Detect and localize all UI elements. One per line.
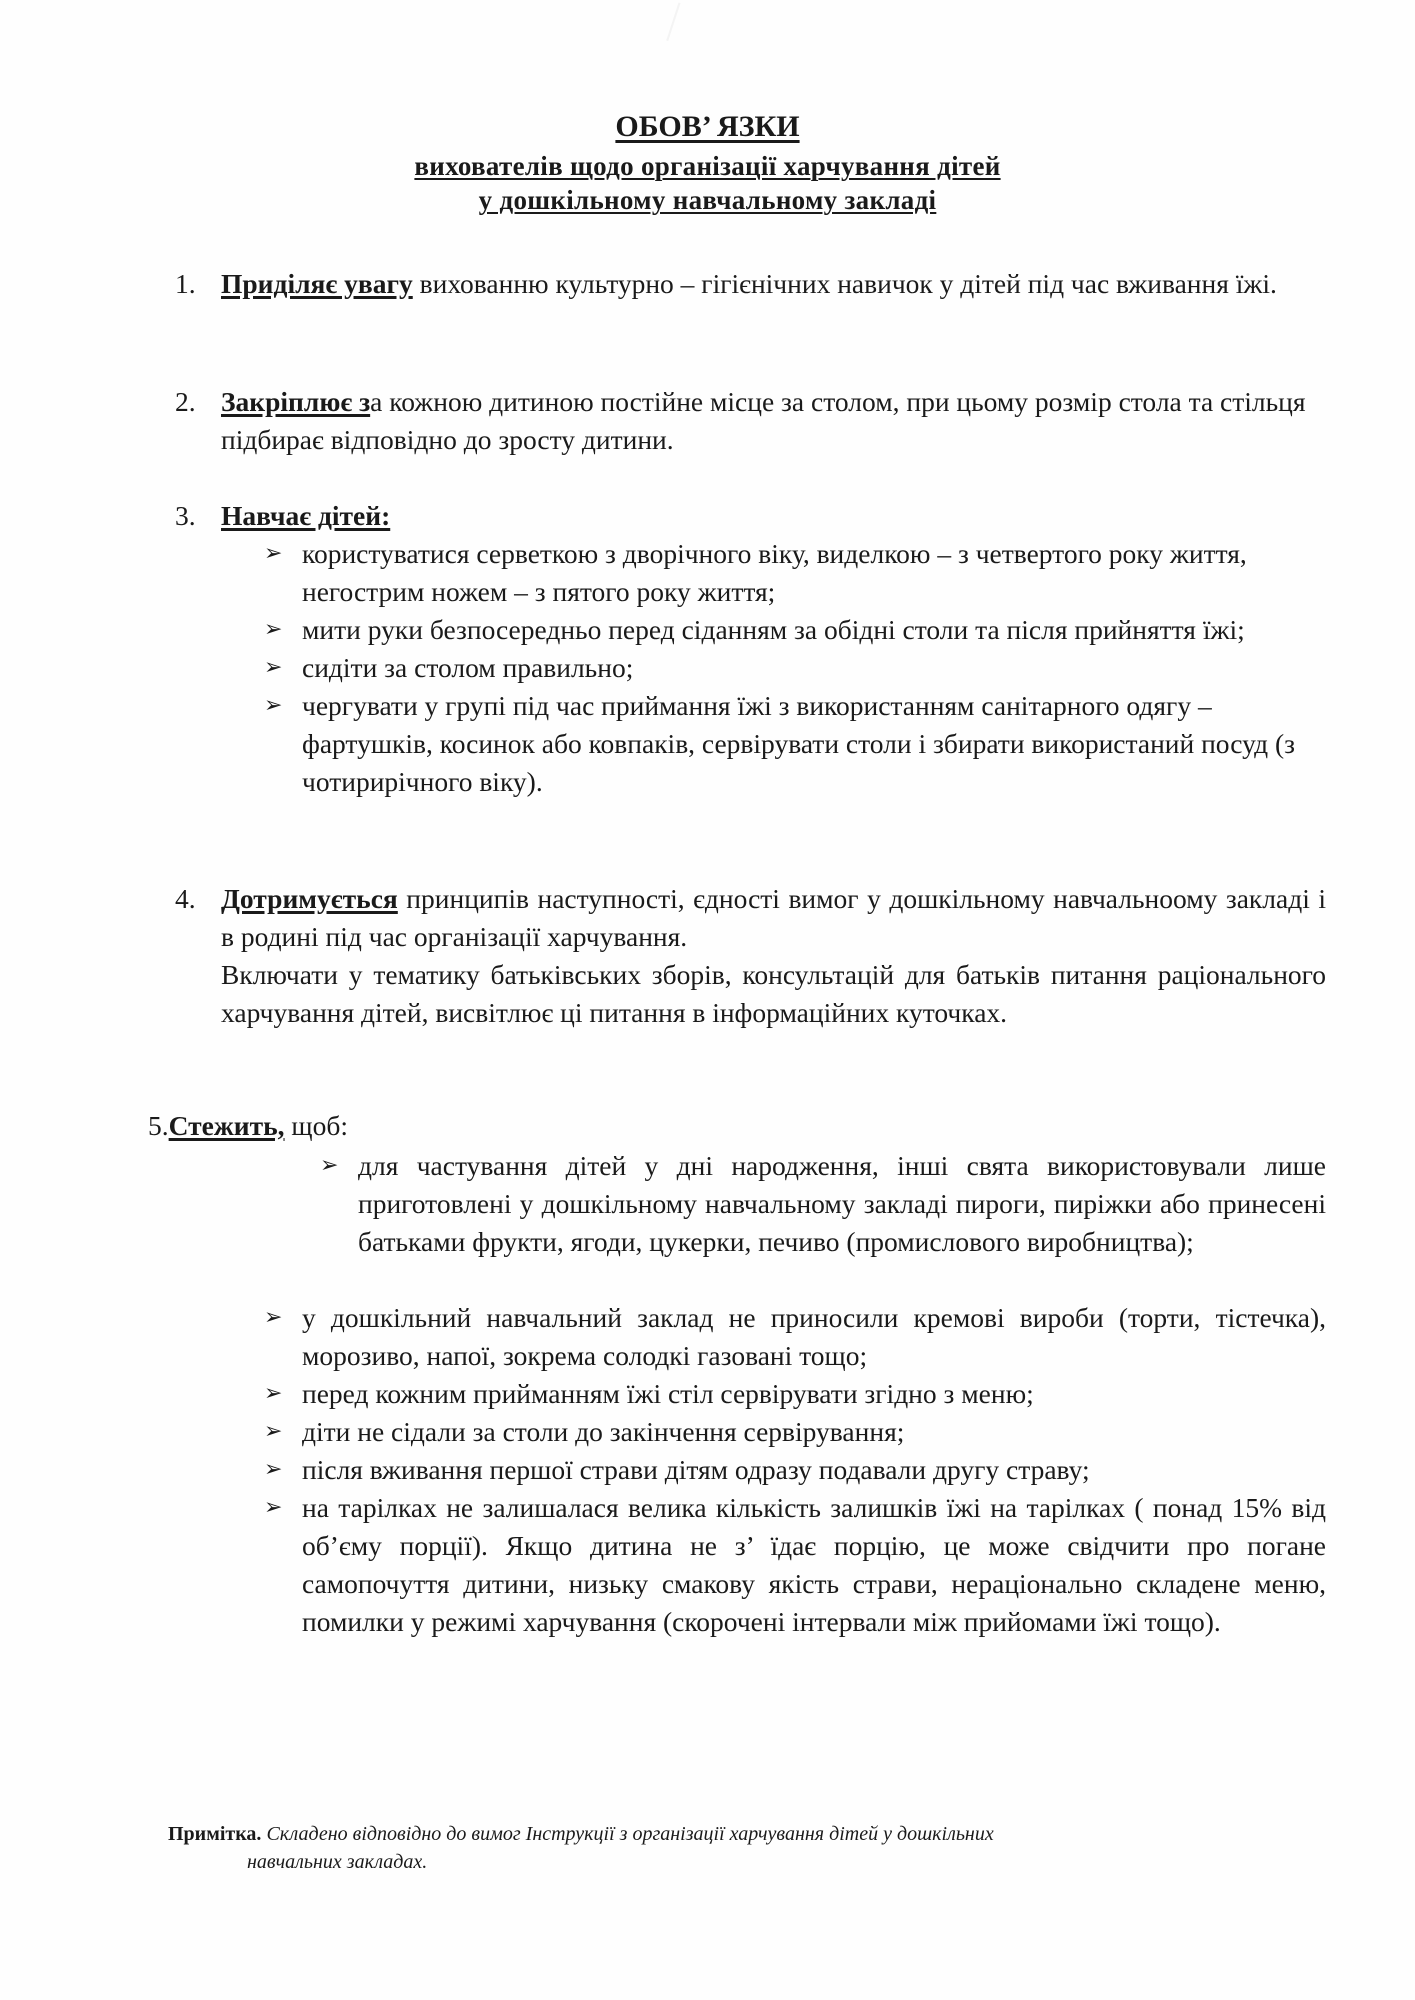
item-text (221, 880, 1326, 956)
item-text (221, 383, 1321, 459)
item-bullet-list (264, 535, 1312, 801)
bullet-text: для частування дітей у дні народження, інші свята використовували лише приготовлені у дошкільному навчальному закладі пироги, пиріжки або принесені батьками фрукти, ягоди, цукерки, печиво (промислового виробництва); (358, 1150, 1326, 1257)
bullet-item (264, 1299, 1326, 1375)
bullet-text: чергувати у групі під час приймання їжі з використанням санітарного одягу – фартушків, косинок або ковпаків, сервірувати столи і збирати використаний посуд (з чотирирічного віку). (302, 690, 1295, 797)
arrow-bullet-icon: ➢ (264, 1381, 283, 1406)
item-text-continuation: Включати у тематику батьківських зборів, консультацій для батьків питання раціонального харчування дітей, висвітлює ці питання в інформаційних куточках. (221, 959, 1326, 1028)
item-text (221, 497, 1321, 535)
arrow-bullet-icon: ➢ (320, 1153, 339, 1178)
arrow-bullet-icon: ➢ (264, 1457, 283, 1482)
item-number: 4. (175, 883, 196, 914)
item-number: 1. (175, 268, 196, 299)
item-number: 5. (148, 1110, 169, 1141)
item-keyword: Закріплює з (221, 386, 371, 417)
bullet-item (264, 649, 1312, 687)
bullet-item (264, 611, 1312, 649)
item-number: 3. (175, 500, 196, 531)
bullet-item (320, 1147, 1326, 1261)
bullet-text: користуватися серветкою з дворічного віку, виделкою – з четвертого року життя, негострим ножем – з пятого року життя; (302, 538, 1247, 607)
arrow-bullet-icon: ➢ (264, 693, 283, 718)
arrow-bullet-icon: ➢ (264, 1495, 283, 1520)
item-body: а кожною дитиною постійне місце за столом, при цьому розмір стола та стільця підбирає відповідно до зросту дитини. (221, 386, 1306, 455)
arrow-bullet-icon: ➢ (264, 1419, 283, 1444)
item-bullet-list-first (320, 1147, 1326, 1261)
bullet-text: після вживання першої страви дітям одразу подавали другу страву; (302, 1454, 1090, 1485)
document-subtitle-line2: у дошкільному навчальному закладі (478, 185, 937, 215)
bullet-item (264, 1413, 1326, 1451)
item-text (221, 265, 1321, 303)
bullet-text: мити руки безпосередньо перед сіданням за обідні столи та після прийняття їжі; (302, 614, 1245, 645)
item-body: вихованню культурно – гігієнічних навичок у дітей під час вживання їжі. (412, 268, 1277, 299)
document-subtitle-line1: вихователів щодо організації харчування дітей (414, 151, 1001, 181)
bullet-item (264, 535, 1312, 611)
arrow-bullet-icon: ➢ (264, 617, 283, 642)
item-keyword: Приділяє увагу (221, 268, 413, 299)
bullet-text: сидіти за столом правильно; (302, 652, 634, 683)
footnote (168, 1820, 1228, 1876)
item-text (148, 1107, 1248, 1145)
item-number: 2. (175, 386, 196, 417)
scan-artifact-mark (666, 3, 694, 46)
note-text-line2: навчальних закладах. (247, 1851, 428, 1873)
bullet-item (264, 1375, 1326, 1413)
item-body: принципів наступності, єдності вимог у дошкільному навчальноому закладі і в родині під час організації харчування. (221, 883, 1326, 952)
item-bullet-list (264, 1299, 1326, 1641)
document-title: ОБОВ’ ЯЗКИ (615, 110, 800, 143)
item-keyword: Навчає дітей: (221, 500, 391, 531)
document-header (0, 110, 1415, 217)
arrow-bullet-icon: ➢ (264, 541, 283, 566)
note-label: Примітка. (168, 1823, 262, 1845)
arrow-bullet-icon: ➢ (264, 655, 283, 680)
bullet-text: на тарілках не залишалася велика кількість залишків їжі на тарілках ( понад 15% від об’єму порції). Якщо дитина не з’ їдає порцію, це може свідчити про погане самопочуття дитини, низьку смакову якість страви, нераціонально складене меню, помилки у режимі харчування (скорочені інтервали між прийомами їжі тощо). (302, 1492, 1326, 1637)
item-body: щоб: (284, 1110, 348, 1141)
note-text: Складено відповідно до вимог Інструкції з організації харчування дітей у дошкільних (261, 1823, 994, 1845)
bullet-item (264, 1451, 1326, 1489)
bullet-text: діти не сідали за столи до закінчення сервірування; (302, 1416, 905, 1447)
bullet-text: перед кожним прийманням їжі стіл сервірувати згідно з меню; (302, 1378, 1034, 1409)
bullet-text: у дошкільний навчальний заклад не приносили кремові вироби (торти, тістечка), морозиво, напої, зокрема солодкі газовані тощо; (302, 1302, 1326, 1371)
item-keyword: Дотримується (221, 883, 398, 914)
bullet-item (264, 687, 1312, 801)
bullet-item (264, 1489, 1326, 1641)
arrow-bullet-icon: ➢ (264, 1305, 283, 1330)
item-keyword: Стежить, (168, 1110, 285, 1141)
